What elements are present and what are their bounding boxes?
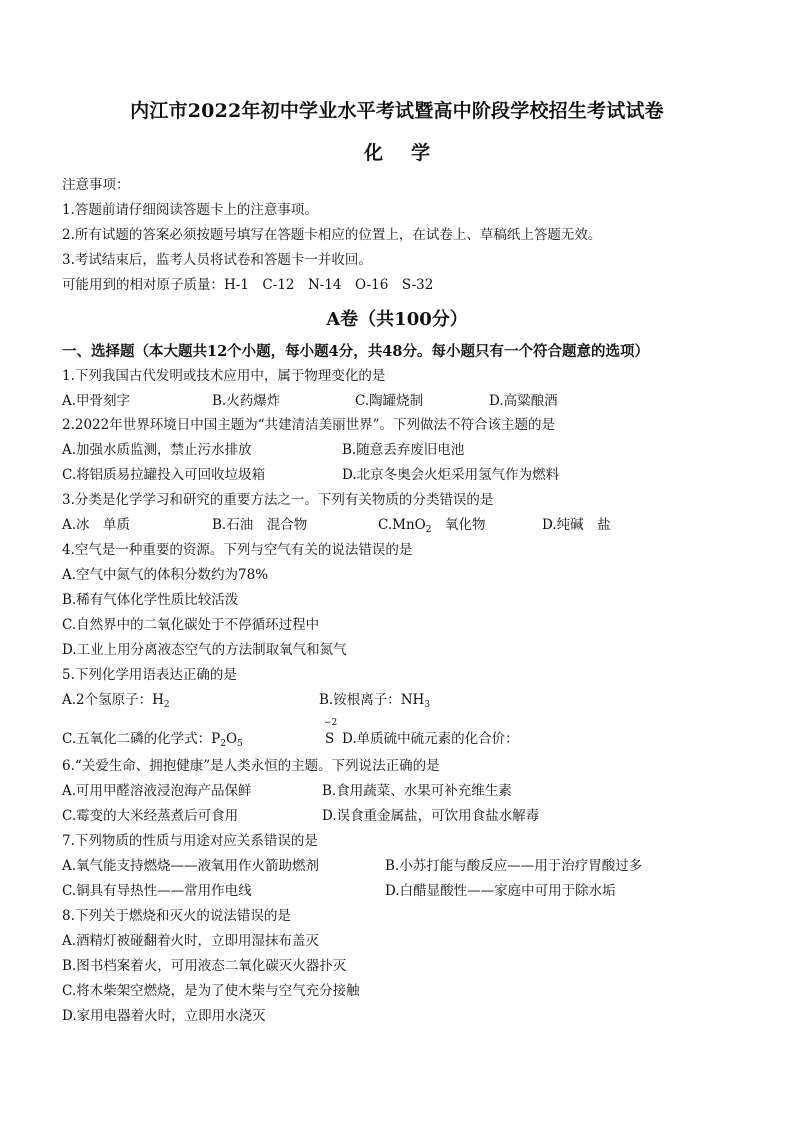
q6-option-d: D.误食重金属盐，可饮用食盐水解毒	[322, 808, 540, 824]
q3-c-class: 氧化物	[431, 517, 486, 533]
q5-option-b	[319, 691, 430, 709]
q8-option-a: A.酒精灯被碰翻着火时，立即用湿抹布盖灭	[62, 933, 320, 949]
subject-title: 化学	[363, 142, 458, 164]
q4-option-b: B.稀有气体化学性质比较活泼	[62, 592, 239, 608]
q2-option-d: D.北京冬奥会火炬采用氢气作为燃料	[342, 467, 560, 483]
q2-option-c: C.将铝质易拉罐投入可回收垃圾箱	[62, 467, 266, 483]
q3-option-c	[378, 516, 485, 534]
q5-d-valence: −2	[324, 718, 338, 728]
q4-option-d: D.工业上用分离液态空气的方法制取氧气和氮气	[62, 642, 347, 658]
q5-b-text: B.铵根离子：NH	[319, 692, 425, 708]
q1-stem: 1.下列我国古代发明或技术应用中，属于物理变化的是	[62, 368, 386, 384]
q6-stem: 6.“关爱生命、拥抱健康”是人类永恒的主题。下列说法正确的是	[62, 758, 440, 774]
q5-stem: 5.下列化学用语表达正确的是	[62, 667, 237, 683]
q3-c-subscript: 2	[425, 525, 432, 535]
q7-option-a: A.氧气能支持燃烧——液氧用作火箭助燃剂	[62, 858, 320, 874]
q6-option-b: B.食用蔬菜、水果可补充维生素	[322, 783, 512, 799]
q1-option-b: B.火药爆炸	[212, 393, 281, 409]
q5-option-d: D.单质硫中硫元素的化合价：	[342, 731, 519, 747]
q3-stem: 3.分类是化学学习和研究的重要方法之一。下列有关物质的分类错误的是	[62, 492, 494, 508]
q8-option-d: D.家用电器着火时，立即用水浇灭	[62, 1008, 266, 1024]
q5-d-symbol: S	[325, 731, 335, 747]
q3-option-a: A.冰 单质	[62, 517, 131, 533]
q3-c-formula: C.MnO	[378, 517, 426, 533]
notice-heading: 注意事项：	[62, 177, 130, 193]
exam-title: 内江市2022年初中学业水平考试暨高中阶段学校招生考试试卷	[130, 100, 664, 122]
q5-option-c	[62, 730, 243, 748]
q2-option-b: B.随意丢弃废旧电池	[342, 442, 465, 458]
q5-c-subscript-2: 5	[237, 739, 243, 749]
q5-option-a	[62, 691, 170, 709]
section-a-title: A卷（共100分）	[326, 309, 468, 330]
q5-a-subscript: 2	[163, 700, 170, 710]
q8-stem: 8.下列关于燃烧和灭火的说法错误的是	[62, 908, 291, 924]
q7-option-d: D.白醋显酸性——家庭中可用于除水垢	[385, 883, 616, 899]
q5-b-subscript: 3	[424, 700, 431, 710]
part1-heading: 一、选择题（本大题共12个小题，每小题4分，共48分。每小题只有一个符合题意的选项）	[62, 343, 649, 360]
notice-item-3: 3.考试结束后，监考人员将试卷和答题卡一并收回。	[62, 252, 372, 268]
q3-option-d: D.纯碱 盐	[542, 517, 611, 533]
q4-stem: 4.空气是一种重要的资源。下列与空气有关的说法错误的是	[62, 542, 413, 558]
q5-c-subscript-1: 2	[220, 739, 226, 749]
q4-option-c: C.自然界中的二氧化碳处于不停循环过程中	[62, 617, 320, 633]
q7-option-c: C.铜具有导热性——常用作电线	[62, 883, 252, 899]
q3-option-b: B.石油 混合物	[212, 517, 308, 533]
q5-a-text: A.2个氢原子：H	[62, 692, 164, 708]
q5-c-text: C.五氧化二磷的化学式：P	[62, 731, 221, 747]
q7-stem: 7.下列物质的性质与用途对应关系错误的是	[62, 833, 318, 849]
notice-item-1: 1.答题前请仔细阅读答题卡上的注意事项。	[62, 202, 318, 218]
q5-c-oxygen: O	[225, 731, 238, 747]
q4-option-a: A.空气中氮气的体积分数约为78%	[62, 567, 269, 583]
q1-option-c: C.陶罐烧制	[355, 393, 424, 409]
notice-item-2: 2.所有试题的答案必须按题号填写在答题卡相应的位置上，在试卷上、草稿纸上答题无效。	[62, 227, 602, 243]
q8-option-b: B.图书档案着火，可用液态二氧化碳灭火器扑灭	[62, 958, 347, 974]
atomic-mass-line: 可能用到的相对原子质量：H-1 C-12 N-14 O-16 S-32	[62, 277, 434, 293]
q1-option-a: A.甲骨刻字	[62, 393, 131, 409]
q2-option-a: A.加强水质监测，禁止污水排放	[62, 442, 252, 458]
q2-stem: 2.2022年世界环境日中国主题为“共建清洁美丽世界”。下列做法不符合该主题的是	[62, 417, 556, 433]
q8-option-c: C.将木柴架空燃烧，是为了使木柴与空气充分接触	[62, 983, 360, 999]
q6-option-a: A.可用甲醛溶液浸泡海产品保鲜	[62, 783, 252, 799]
q1-option-d: D.高粱酿酒	[489, 393, 558, 409]
q7-option-b: B.小苏打能与酸反应——用于治疗胃酸过多	[385, 858, 643, 874]
q6-option-c: C.霉变的大米经蒸煮后可食用	[62, 808, 239, 824]
